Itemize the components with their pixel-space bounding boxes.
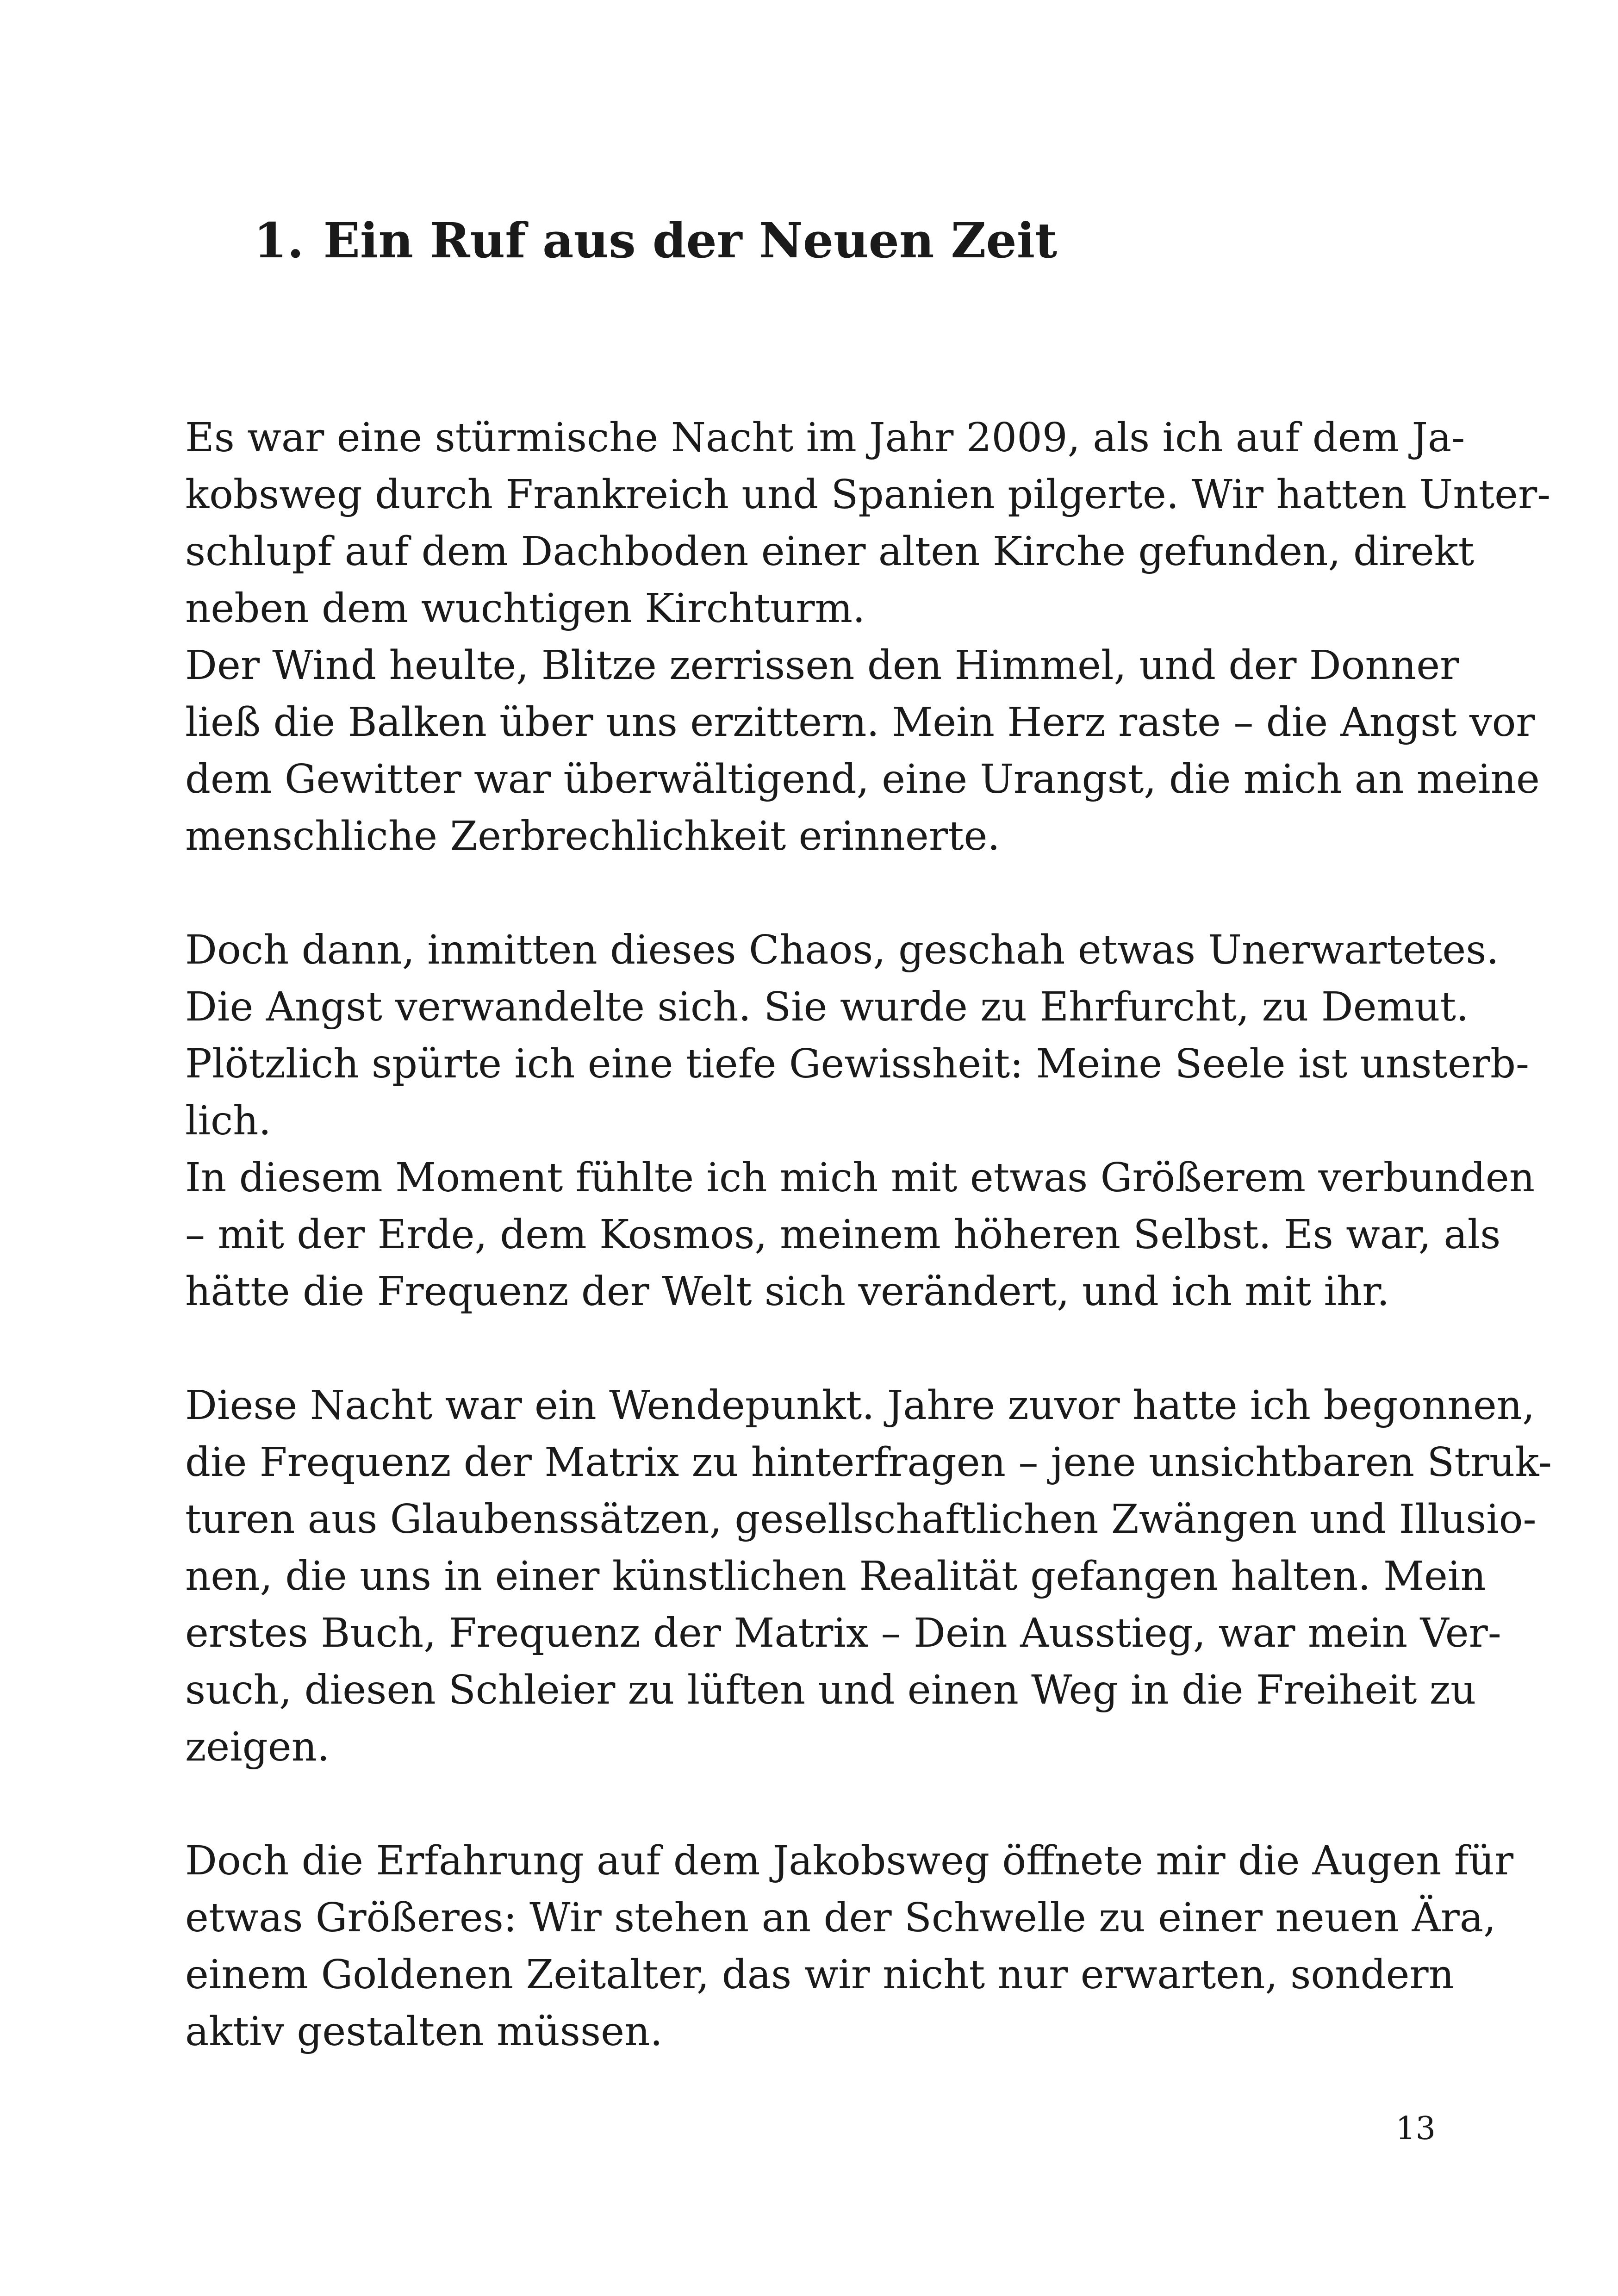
text-line: erstes Buch, Frequenz der Matrix – Dein Ausstieg, war mein Ver-: [185, 1610, 1501, 1656]
text-line: In diesem Moment fühlte ich mich mit etwas Größerem verbunden: [185, 1155, 1535, 1201]
text-line: menschliche Zerbrechlichkeit erinnerte.: [185, 813, 1000, 859]
chapter-number: 1.: [254, 212, 304, 269]
text-line: ließ die Balken über uns erzittern. Mein Herz raste – die Angst vor: [185, 699, 1535, 746]
text-line: kobsweg durch Frankreich und Spanien pilgerte. Wir hatten Unter-: [185, 472, 1551, 518]
text-line: etwas Größeres: Wir stehen an der Schwelle zu einer neuen Ära,: [185, 1895, 1496, 1941]
text-line: Diese Nacht war ein Wendepunkt. Jahre zuvor hatte ich begonnen,: [185, 1382, 1535, 1429]
paragraph: [185, 1833, 1514, 2060]
text-line: – mit der Erde, dem Kosmos, meinem höheren Selbst. Es war, als: [185, 1212, 1501, 1258]
paragraph: [185, 1377, 1552, 1776]
text-line: aktiv gestalten müssen.: [185, 2009, 663, 2055]
text-line: Der Wind heulte, Blitze zerrissen den Himmel, und der Donner: [185, 642, 1459, 689]
chapter-heading: [254, 206, 1057, 275]
text-line: die Frequenz der Matrix zu hinterfragen – jene unsichtbaren Struk-: [185, 1439, 1552, 1486]
text-line: zeigen.: [185, 1724, 330, 1770]
text-line: Doch die Erfahrung auf dem Jakobsweg öffnete mir die Augen für: [185, 1838, 1514, 1884]
text-line: Plötzlich spürte ich eine tiefe Gewissheit: Meine Seele ist unsterb-: [185, 1041, 1530, 1087]
paragraph: [185, 410, 1551, 865]
chapter-title: Ein Ruf aus der Neuen Zeit: [323, 212, 1058, 269]
text-line: nen, die uns in einer künstlichen Realität gefangen halten. Mein: [185, 1553, 1486, 1599]
text-line: dem Gewitter war überwältigend, eine Urangst, die mich an meine: [185, 756, 1540, 803]
text-line: Doch dann, inmitten dieses Chaos, geschah etwas Unerwartetes.: [185, 927, 1499, 973]
text-line: hätte die Frequenz der Welt sich verändert, und ich mit ihr.: [185, 1269, 1390, 1315]
text-line: Die Angst verwandelte sich. Sie wurde zu Ehrfurcht, zu Demut.: [185, 984, 1469, 1030]
paragraph: [185, 922, 1535, 1320]
text-line: schlupf auf dem Dachboden einer alten Kirche gefunden, direkt: [185, 529, 1475, 575]
page-number: 13: [1395, 2110, 1436, 2147]
body-text: [185, 410, 1552, 2060]
text-line: neben dem wuchtigen Kirchturm.: [185, 585, 865, 632]
text-line: einem Goldenen Zeitalter, das wir nicht nur erwarten, sondern: [185, 1952, 1454, 1998]
text-line: lich.: [185, 1098, 271, 1144]
text-line: turen aus Glaubenssätzen, gesellschaftlichen Zwängen und Illusio-: [185, 1496, 1537, 1543]
text-line: such, diesen Schleier zu lüften und einen Weg in die Freiheit zu: [185, 1667, 1476, 1713]
text-line: Es war eine stürmische Nacht im Jahr 2009, als ich auf dem Ja-: [185, 415, 1465, 461]
